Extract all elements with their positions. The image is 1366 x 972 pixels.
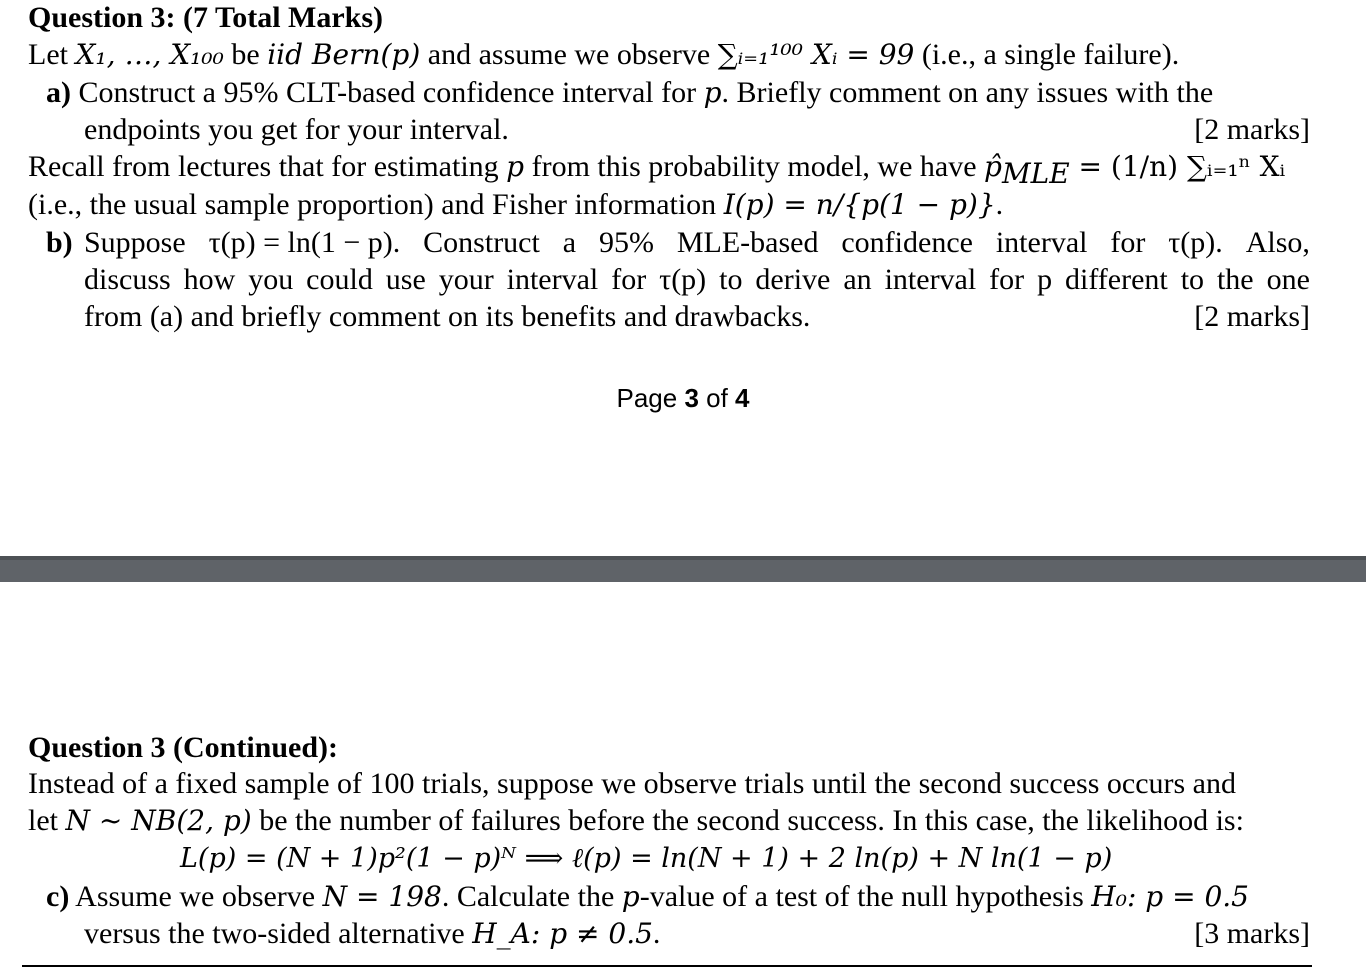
part-b-word: could (306, 263, 373, 296)
part-c-text: . (652, 917, 661, 950)
part-b-word: 95% (598, 226, 654, 259)
likelihood-equation: L(p) = (N + 1)p²(1 − p)ᴺ ⟹ ℓ(p) = ln(N + 1) + 2 ln(p) + N ln(1 − p) (180, 843, 1113, 874)
part-b-word: different (1065, 263, 1168, 296)
recall-text: (i.e., the usual sample proportion) and Fisher information (28, 188, 724, 221)
part-b-line3: from (a) and briefly comment on its benefits and drawbacks. (84, 300, 811, 333)
part-b-word: confidence (841, 226, 973, 259)
part-c-label: c) (46, 880, 70, 913)
intro-text: (i.e., a single failure). (914, 38, 1180, 71)
part-b-word: interval (884, 263, 977, 296)
recall-mle-formula: = (1/n) ∑ᵢ₌₁ⁿ Xᵢ (1069, 150, 1286, 183)
fisher-information-formula: I(p) = n/{p(1 − p)} (723, 188, 996, 221)
footer-text: Page (616, 383, 685, 413)
page-separator (0, 556, 1366, 582)
part-a-line2: endpoints you get for your interval. (84, 113, 509, 146)
part-c-line2 (84, 916, 660, 952)
null-hypothesis: H₀: p = 0.5 (1091, 880, 1249, 913)
part-b-word: τ(p). (1168, 226, 1223, 259)
part-c-var: p (621, 880, 640, 913)
part-b-word: a (562, 226, 577, 259)
part-b-word: you (248, 263, 294, 296)
footer-text: of (698, 383, 736, 413)
recall-text: . (995, 188, 1004, 221)
part-b-word: interval (995, 226, 1088, 259)
part-a-marks: [2 marks] (1194, 113, 1310, 146)
intro-text: Let (28, 38, 76, 71)
intro-math-sum: ∑ᵢ₌₁¹⁰⁰ Xᵢ = 99 (717, 38, 915, 71)
footer-page-number: 3 (684, 383, 699, 413)
part-b-word: an (843, 263, 872, 296)
part-b-word: MLE-based (676, 226, 819, 259)
intro-math-vars: X₁, …, X₁₀₀ (75, 38, 224, 71)
part-a-label: a) (46, 76, 71, 109)
part-b-word: for (1110, 226, 1146, 259)
para-math-distribution: N ~ NB(2, p) (65, 804, 252, 837)
recall-phat-sub: MLE (1001, 157, 1070, 190)
part-b-word: for (989, 263, 1025, 296)
part-b-word: for (611, 263, 647, 296)
footer-page-total: 4 (735, 383, 750, 413)
part-c-text: Assume we observe (75, 880, 323, 913)
intro-text: be (223, 38, 268, 71)
recall-var: p (506, 150, 525, 183)
part-c-text: -value of a test of the null hypothesis (639, 880, 1092, 913)
part-b-word: to (719, 263, 743, 296)
page-number-footer (0, 381, 1366, 415)
part-c-marks: [3 marks] (1194, 917, 1310, 950)
part-b-line2 (84, 262, 1310, 298)
part-c-text: . Calculate the (441, 880, 622, 913)
part-b-word: Construct (423, 226, 540, 259)
part-b-label-line (46, 225, 73, 261)
part-b-word: interval (506, 263, 599, 296)
recall-text: Recall from lectures that for estimating (28, 150, 507, 183)
question-title: Question 3: (7 Total Marks) (28, 1, 384, 34)
recall-line2 (28, 187, 1003, 223)
continued-para-line2 (28, 803, 1244, 839)
part-b-word: discuss (84, 263, 171, 296)
part-b-word: how (183, 263, 236, 296)
part-b-label: b) (46, 226, 73, 259)
part-c-line1 (46, 879, 1249, 915)
recall-line1 (28, 149, 1286, 190)
part-b-word: derive (755, 263, 831, 296)
part-a-var: p (703, 76, 722, 109)
question-intro (28, 37, 1179, 73)
continued-para-line1: Instead of a fixed sample of 100 trials, suppose we observe trials until the second success occurs and (28, 767, 1236, 800)
para-text: be the number of failures before the second success. In this case, the likelihood is: (251, 804, 1244, 837)
part-b-word: p (1037, 263, 1053, 296)
part-b-word: one (1266, 263, 1310, 296)
page-4-top-section (0, 582, 1366, 972)
recall-phat: p̂ (984, 150, 1002, 183)
part-b-word: to (1180, 263, 1205, 296)
part-c-text: versus the two-sided alternative (84, 917, 473, 950)
part-a-text: Construct a 95% CLT-based confidence interval for (78, 76, 704, 109)
part-b-word: use (385, 263, 426, 296)
part-b-word: τ(p) = ln(1 − p). (208, 226, 401, 259)
part-b-word: the (1216, 263, 1254, 296)
para-text: let (28, 804, 66, 837)
part-b-line1 (84, 225, 1310, 261)
bottom-rule (22, 965, 1312, 967)
part-b-word: Also, (1245, 226, 1310, 259)
part-b-marks: [2 marks] (1194, 300, 1310, 333)
intro-text: and assume we observe (420, 38, 718, 71)
alternative-hypothesis: H_A: p ≠ 0.5 (472, 917, 653, 950)
question-continued-title: Question 3 (Continued): (28, 731, 339, 764)
intro-math-dist: iid Bern(p) (267, 38, 421, 71)
part-b-word: your (438, 263, 494, 296)
part-a-line1 (46, 75, 1213, 111)
part-b-word: Suppose (84, 226, 186, 259)
recall-text: from this probability model, we have (524, 150, 985, 183)
part-a-text: . Briefly comment on any issues with the (721, 76, 1214, 109)
part-c-math-n: N = 198 (322, 880, 442, 913)
part-b-word: τ(p) (659, 263, 707, 296)
